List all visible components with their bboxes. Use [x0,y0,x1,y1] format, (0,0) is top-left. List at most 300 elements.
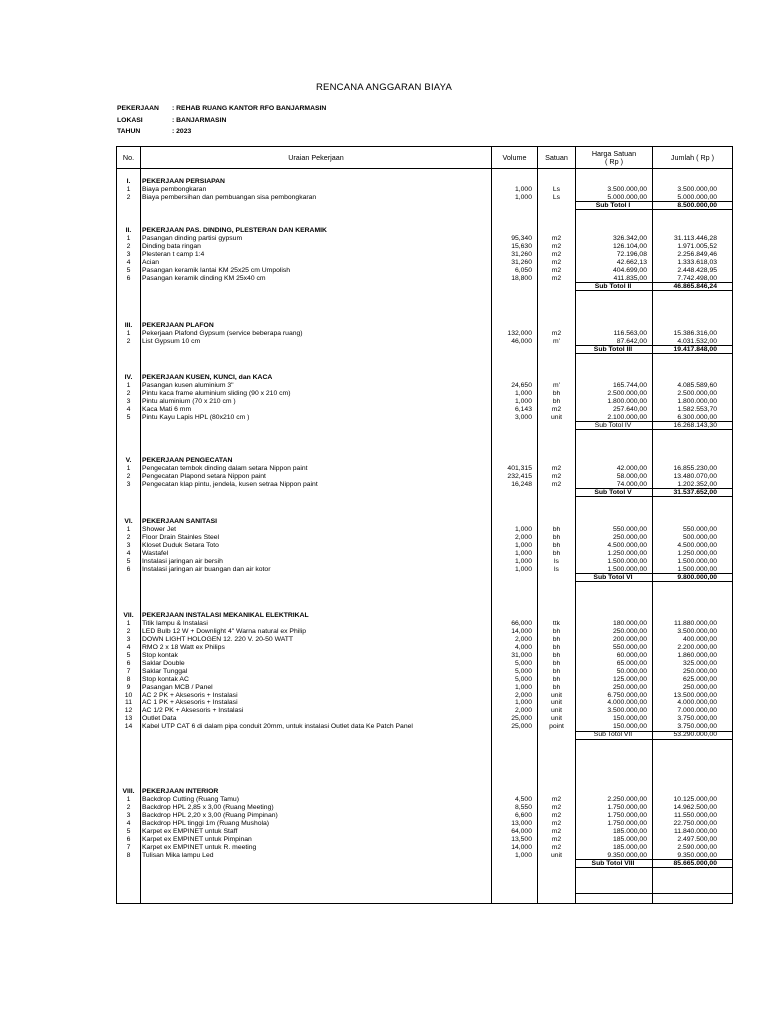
cell-satuan: m2 [551,329,562,337]
cell-no: 2 [126,533,131,541]
subtotal-value: 16.268.143,30 [673,421,717,429]
cell-volume: 5,000 [514,659,532,667]
cell-volume: 1,000 [514,549,532,557]
cell-volume: 1,000 [514,851,532,859]
cell-uraian: Tulisan Mika lampu Led [142,851,214,859]
cell-uraian: Floor Drain Stainles Steel [142,533,220,541]
cell-uraian: Pasangan dinding partisi gypsum [142,234,243,242]
cell-no: 4 [126,258,131,266]
subtotal-label: Sub Totol VII [593,731,633,739]
cell-jumlah: 1.800.000,00 [677,397,717,405]
cell-satuan: m2 [551,795,562,803]
cell-satuan: m2 [551,811,562,819]
cell-uraian: LED Bulb 12 W + Downlight 4" Warna natural ex Philip [142,627,307,635]
subtotal-value: 85.665.000,00 [673,859,717,867]
cell-volume: 401,315 [507,464,532,472]
cell-volume: 2,000 [514,533,532,541]
cell-no: 10 [124,691,133,699]
cell-volume: 1,000 [514,185,532,193]
cell-jumlah: 4.031.532,00 [677,337,717,345]
cell-uraian: PEKERJAAN PERSIAPAN [142,178,225,185]
cell-jumlah: 1.971.005,52 [677,242,717,250]
cell-uraian: Saklar Double [142,659,185,667]
document-title: RENCANA ANGGARAN BIAYA [315,82,453,93]
cell-harga: 58.000,00 [616,472,647,480]
table-border-top [116,146,733,147]
cell-jumlah: 5.000.000,00 [677,193,717,201]
cell-jumlah: 11.550.000,00 [674,811,717,819]
header-jumlah: Jumlah ( Rp ) [670,153,715,162]
cell-volume: 15,630 [511,242,532,250]
cell-no: 5 [126,827,131,835]
cell-jumlah: 9.350.000,00 [677,851,717,859]
cell-satuan: m2 [551,274,562,282]
cell-no: 2 [126,337,131,345]
cell-harga: 1.800.000,00 [607,397,647,405]
cell-satuan: bh [552,643,561,651]
cell-volume: 16,248 [511,480,532,488]
cell-no: 6 [126,565,131,573]
cell-uraian: Biaya pembersihan dan pembuangan sisa pembongkaran [142,193,317,201]
cell-satuan: unit [551,715,562,723]
cell-satuan: m2 [551,827,562,835]
cell-harga: 550.000,00 [612,525,647,533]
cell-satuan: bh [552,675,561,683]
cell-uraian: Pintu kaca frame aluminium sliding (90 x 210 cm) [142,389,291,397]
cell-no: 12 [124,707,133,715]
header-uraian: Uraian Pekerjaan [288,153,344,162]
cell-no: 1 [126,464,131,472]
subtotal-label: Sub Totol II [594,282,632,290]
cell-uraian: Kloset Duduk Setara Toto [142,541,219,549]
subtotal-value: 46.865.846,24 [673,282,717,290]
cell-jumlah: 1.860.000,00 [677,651,717,659]
cell-satuan: m' [553,337,560,345]
cell-volume: 2,000 [514,691,532,699]
cell-volume: 13,000 [511,819,532,827]
cell-volume: 6,143 [514,405,532,413]
cell-volume: 31,260 [511,258,532,266]
cell-uraian: Instalasi jaringan air buangan dan air kotor [142,565,271,573]
cell-volume: 4,000 [514,643,532,651]
cell-no: 7 [126,843,131,851]
cell-volume: 25,000 [511,723,532,731]
cell-satuan: m2 [551,803,562,811]
cell-satuan: Ls [552,193,561,201]
cell-jumlah: 1.500.000,00 [677,565,717,573]
cell-harga: 1.750.000,00 [607,811,647,819]
cell-harga: 200.000,00 [612,635,647,643]
header-volume: Volume [502,153,527,162]
cell-jumlah: 22.750.000,00 [673,819,717,827]
cell-uraian: Pasangan keramik dinding KM 25x40 cm [142,274,266,282]
cell-uraian: Acian [142,258,160,266]
cell-no: 4 [126,405,131,413]
cell-satuan: bh [552,667,561,675]
cell-harga: 257.640,00 [612,405,647,413]
cell-jumlah: 2.500.000,00 [677,389,717,397]
cell-uraian: Pintu Kayu Lapis HPL (80x210 cm ) [142,413,250,421]
cell-no: 9 [126,683,131,691]
cell-harga: 87.642,00 [616,337,647,345]
cell-no: 13 [124,715,133,723]
cell-no: VII. [123,612,134,619]
subtotal-label: Sub Totol V [594,488,632,496]
cell-jumlah: 400.000,00 [682,635,717,643]
cell-harga: 326.342,00 [612,234,647,242]
cell-no: II. [125,227,132,234]
cell-no: 5 [126,651,131,659]
cell-harga: 5.000.000,00 [607,193,647,201]
cell-harga: 4.000.000,00 [607,699,647,707]
cell-no: 14 [124,723,133,731]
cell-jumlah: 13.500.000,00 [673,691,717,699]
cell-jumlah: 6.300.000,00 [677,413,717,421]
cell-uraian: Pengecatan Plapond setara Nippon paint [142,472,266,480]
cell-no: III. [124,322,133,329]
cell-uraian: PEKERJAAN PENGECATAN [142,457,233,464]
cell-harga: 1.500.000,00 [607,565,647,573]
meta-row-pekerjaan [117,105,326,117]
cell-harga: 3.500.000,00 [607,707,647,715]
cell-uraian: PEKERJAAN INSTALASI MEKANIKAL ELEKTRIKAL [142,612,309,619]
cell-volume: 232,415 [507,472,532,480]
final-line [575,893,733,894]
cell-harga: 4.500.000,00 [607,541,647,549]
meta-value: : BANJARMASIN [172,116,227,124]
cell-satuan: bh [552,635,561,643]
cell-uraian: Stop kontak [142,651,178,659]
cell-harga: 150.000,00 [612,723,647,731]
cell-satuan: unit [551,413,562,421]
cell-no: 6 [126,659,131,667]
cell-no: I. [126,178,131,185]
cell-jumlah: 625.000,00 [682,675,717,683]
cell-no: 11 [124,699,133,707]
cell-jumlah: 550.000,00 [682,525,717,533]
cell-jumlah: 11.840.000,00 [674,827,717,835]
cell-volume: 1,000 [514,525,532,533]
cell-jumlah: 4.000.000,00 [677,699,717,707]
cell-satuan: m2 [551,250,562,258]
cell-volume: 2,000 [514,707,532,715]
cell-no: 6 [126,835,131,843]
cell-jumlah: 2.497.500,00 [677,835,717,843]
cell-satuan: bh [552,549,561,557]
subtotal-label: Sub Totol III [593,345,633,353]
cell-satuan: m2 [551,266,562,274]
header-harga: Harga Satuan ( Rp ) [591,149,637,166]
cell-no: 8 [126,675,131,683]
cell-satuan: bh [552,651,561,659]
table-border-right [732,146,733,904]
cell-jumlah: 2.590.000,00 [677,843,717,851]
cell-no: 3 [126,811,131,819]
cell-uraian: Backdrop Cutting (Ruang Tamu) [142,795,239,803]
cell-no: 5 [126,413,131,421]
cell-no: 3 [126,250,131,258]
cell-uraian: RMO 2 x 18 Watt ex Philips [142,643,225,651]
cell-no: 2 [126,627,131,635]
cell-volume: 46,000 [511,337,532,345]
subtotal-value: 8.500.000,00 [677,201,717,209]
cell-no: 3 [126,480,131,488]
cell-harga: 1.750.000,00 [607,819,647,827]
cell-satuan: ls [554,565,559,573]
cell-no: IV. [124,374,133,381]
cell-jumlah: 4.500.000,00 [677,541,717,549]
cell-uraian: Wastafel [142,549,169,557]
cell-satuan: bh [552,533,561,541]
cell-no: 4 [126,819,131,827]
cell-no: 3 [126,397,131,405]
cell-jumlah: 1.582.553,70 [677,405,717,413]
cell-uraian: Pintu aluminium (70 x 210 cm ) [142,397,236,405]
cell-no: 2 [126,389,131,397]
cell-jumlah: 4.085.589,60 [677,381,717,389]
cell-satuan: bh [552,389,561,397]
cell-volume: 1,000 [514,541,532,549]
cell-jumlah: 250.000,00 [682,683,717,691]
cell-satuan: ttk [552,619,561,627]
cell-volume: 1,000 [514,389,532,397]
cell-uraian: Saklar Tunggal [142,667,188,675]
cell-uraian: Kabel UTP CAT 6 di dalam pipa conduit 20mm, untuk instalasi Outlet data Ke Patch Panel [142,723,413,731]
subtotal-value: 9.800.000,00 [677,573,717,581]
cell-no: 7 [126,667,131,675]
meta-row-tahun [117,128,326,140]
cell-uraian: Pasangan kusen aluminium 3" [142,381,234,389]
cell-no: 3 [126,541,131,549]
cell-jumlah: 7.742.498,00 [677,274,717,282]
cell-volume: 132,000 [507,329,532,337]
cell-harga: 180.000,00 [612,619,647,627]
cell-volume: 31,000 [511,651,532,659]
cell-jumlah: 3.500.000,00 [677,185,717,193]
cell-no: 1 [126,525,131,533]
cell-volume: 31,260 [511,250,532,258]
cell-uraian: Pengecatan klap pintu, jendela, kusen setraa Nippon paint [142,480,318,488]
cell-satuan: m2 [551,405,562,413]
cell-volume: 8,550 [514,803,532,811]
cell-uraian: Backdrop HPL 2,85 x 3,00 (Ruang Meeting) [142,803,274,811]
cell-jumlah: 500.000,00 [682,533,717,541]
cell-harga: 1.250.000,00 [607,549,647,557]
cell-uraian: PEKERJAAN SANITASI [142,518,218,525]
cell-satuan: bh [552,683,561,691]
cell-harga: 185.000,00 [612,835,647,843]
cell-uraian: PEKERJAAN PLAFON [142,322,214,329]
cell-uraian: Karpet ex EMPINET untuk Pimpinan [142,835,252,843]
cell-uraian: Pasangan keramik lantai KM 25x25 cm Umpolish [142,266,291,274]
cell-harga: 125.000,00 [612,675,647,683]
cell-satuan: m2 [551,258,562,266]
cell-no: 4 [126,549,131,557]
cell-uraian: Plesteran t camp 1:4 [142,250,205,258]
cell-harga: 42.662,13 [616,258,647,266]
cell-no: 5 [126,557,131,565]
cell-no: 6 [126,274,131,282]
cell-jumlah: 31.113.446,28 [674,234,717,242]
cell-jumlah: 1.500.000,00 [677,557,717,565]
cell-jumlah: 2.448.428,95 [677,266,717,274]
cell-harga: 550.000,00 [612,643,647,651]
cell-uraian: AC 1/2 PK + Aksesoris + Instalasi [142,707,244,715]
cell-satuan: m2 [551,242,562,250]
meta-key: LOKASI [117,116,143,124]
subtotal-value: 31.537.652,00 [673,488,717,496]
cell-harga: 404.699,00 [612,266,647,274]
cell-harga: 72.196,08 [616,250,647,258]
cell-jumlah: 10.125.000,00 [673,795,717,803]
cell-jumlah: 1.250.000,00 [677,549,717,557]
cell-satuan: bh [552,397,561,405]
cell-uraian: Karpet ex EMPINET untuk Staff [142,827,238,835]
cell-uraian: Shower Jet [142,525,177,533]
subtotal-value: 53.290.000,00 [673,731,717,739]
cell-no: 2 [126,242,131,250]
cell-uraian: DOWN LIGHT HOLOGEN 12. 220 V. 20-50 WATT [142,635,294,643]
cell-jumlah: 13.480.070,00 [673,472,717,480]
cell-jumlah: 2.256.849,46 [677,250,717,258]
cell-harga: 2.250.000,00 [607,795,647,803]
cell-jumlah: 3.500.000,00 [677,627,717,635]
cell-no: 1 [126,619,131,627]
meta-key: TAHUN [117,128,141,135]
cell-no: 1 [126,381,131,389]
cell-volume: 13,500 [511,835,532,843]
cell-uraian: Backdrop HPL tinggi 1m (Ruang Mushola) [142,819,270,827]
cell-volume: 95,340 [511,234,532,242]
cell-jumlah: 325.000,00 [682,659,717,667]
cell-jumlah: 15.386.316,00 [673,329,717,337]
project-meta [117,105,326,140]
cell-volume: 64,000 [511,827,532,835]
cell-uraian: Dinding bata ringan [142,242,201,250]
cell-harga: 65.000,00 [616,659,647,667]
cell-satuan: ls [554,557,559,565]
cell-uraian: Pengecatan tembok dinding dalam setara Nippon paint [142,464,308,472]
subtotal-label: Sub Totol VIII [591,859,635,867]
meta-value: : REHAB RUANG KANTOR RFO BANJARMASIN [172,105,327,112]
cell-uraian: Pasangan MCB / Panel [142,683,213,691]
cell-jumlah: 3.750.000,00 [677,715,717,723]
cell-satuan: m2 [551,835,562,843]
cell-volume: 2,000 [514,635,532,643]
cell-uraian: Titik lampu & Instalasi [142,619,208,627]
cell-uraian: PEKERJAAN INTERIOR [142,788,219,795]
cell-harga: 150.000,00 [612,715,647,723]
cell-harga: 165.744,00 [612,381,647,389]
cell-harga: 60.000,00 [616,651,647,659]
cell-satuan: Ls [552,185,561,193]
cell-satuan: bh [552,627,561,635]
cell-harga: 3.500.000,00 [607,185,647,193]
subtotal-label: Sub Totol I [595,201,631,209]
cell-no: 4 [126,643,131,651]
cell-jumlah: 14.962.500,00 [673,803,717,811]
cell-harga: 411.835,00 [613,274,647,282]
cell-volume: 18,800 [511,274,532,282]
cell-no: 5 [126,266,131,274]
cell-satuan: unit [551,707,562,715]
cell-no: 1 [126,329,131,337]
cell-uraian: Pekerjaan Plafond Gypsum (service beberapa ruang) [142,329,303,337]
cell-jumlah: 1.333.618,03 [677,258,717,266]
cell-harga: 9.350.000,00 [607,851,647,859]
cell-satuan: m' [553,381,560,389]
cell-no: VIII. [122,788,135,795]
cell-harga: 1.750.000,00 [607,803,647,811]
cell-volume: 4,500 [514,795,532,803]
cell-satuan: m2 [551,819,562,827]
cell-volume: 5,000 [514,667,532,675]
cell-harga: 74.000,00 [616,480,647,488]
cell-uraian: AC 1 PK + Aksesoris + Instalasi [142,699,238,707]
cell-satuan: point [549,723,564,731]
cell-satuan: bh [552,525,561,533]
cell-volume: 5,000 [514,675,532,683]
cell-satuan: m2 [551,843,562,851]
cell-satuan: bh [552,659,561,667]
cell-no: V. [125,457,132,464]
cell-uraian: PEKERJAAN PAS. DINDING, PLESTERAN DAN KERAMIK [142,227,327,234]
cell-uraian: Kaca Mati 6 mm [142,405,192,413]
cell-satuan: m2 [551,472,562,480]
cell-satuan: unit [551,851,562,859]
cell-harga: 50.000,00 [616,667,647,675]
cell-volume: 6,050 [514,266,532,274]
header-satuan: Satuan [545,153,568,162]
cell-volume: 1,000 [514,557,532,565]
cell-satuan: bh [552,541,561,549]
cell-jumlah: 2.200.000,00 [677,643,717,651]
cell-volume: 24,650 [511,381,532,389]
cell-uraian: Karpet ex EMPINET untuk R. meeting [142,843,257,851]
cell-no: 2 [126,803,131,811]
cell-jumlah: 3.750.000,00 [677,723,717,731]
cell-harga: 42.000,00 [616,464,647,472]
meta-value: : 2023 [172,128,192,135]
cell-volume: 25,000 [511,715,532,723]
table-border-bottom [116,903,733,904]
cell-harga: 250.000,00 [612,627,647,635]
cell-no: 8 [126,851,131,859]
cell-uraian: PEKERJAAN KUSEN, KUNCI, dan KACA [142,374,273,381]
cell-harga: 126.104,00 [612,242,647,250]
cell-no: 1 [126,234,131,242]
cell-uraian: List Gypsum 10 cm [142,337,201,345]
cell-satuan: unit [551,691,562,699]
cell-volume: 14,000 [511,627,532,635]
cell-harga: 116.563,00 [613,329,647,337]
cell-uraian: AC 2 PK + Aksesoris + Instalasi [142,691,238,699]
cell-volume: 1,000 [514,193,532,201]
cell-uraian: Outlet Data [142,715,177,723]
cell-volume: 1,000 [514,699,532,707]
cell-jumlah: 16.855.230,00 [673,464,717,472]
cell-no: 2 [126,472,131,480]
cell-uraian: Backdrop HPL 2,20 x 3,00 (Ruang Pimpinan) [142,811,278,819]
cell-jumlah: 1.202.352,00 [677,480,717,488]
subtotal-label: Sub Totol VI [593,573,633,581]
subtotal-label: Sub Totol IV [594,421,632,429]
cell-satuan: m2 [551,464,562,472]
cell-volume: 3,000 [514,413,532,421]
cell-volume: 1,000 [514,565,532,573]
cell-harga: 185.000,00 [612,843,647,851]
cell-jumlah: 7.000.000,00 [677,707,717,715]
